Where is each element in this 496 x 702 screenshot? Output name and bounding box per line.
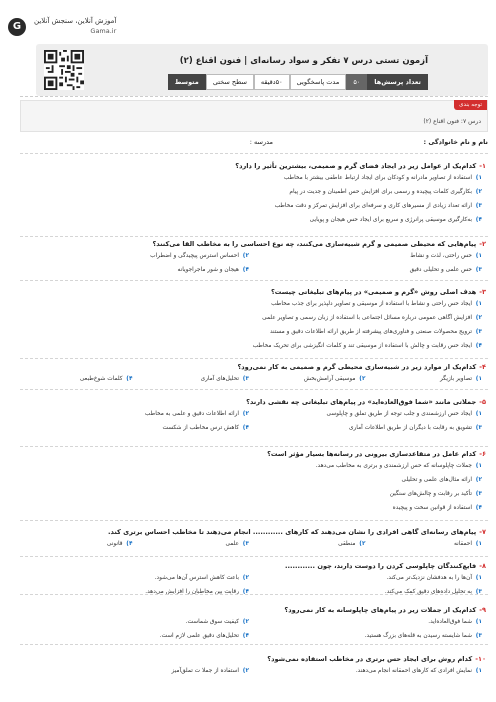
stat-1: ۵۰ [346,74,367,90]
option-text: باعث کاهش استرس آن‌ها می‌شود. [154,575,239,581]
option-text: ارائه مثال‌های علمی و تحلیلی [401,477,472,483]
gama-logo-icon: G [8,18,26,36]
option-text: استفاده از قوانین سخت و پیچیده [392,505,472,511]
option-text: ارائه اطلاعات دقیق و علمی به مخاطب [144,411,239,417]
option-text: تشویق به رقابت با دیگران از طریق اطلاعات آماری [348,425,472,431]
question-text [108,528,486,536]
option-text: قانونی [106,541,123,547]
option-text: حس علمی و تحلیلی دقیق [409,267,472,273]
option-2[interactable] [150,253,249,259]
option-number: ۱) [475,253,482,259]
option-number: ۲) [242,411,249,417]
stat-2: مدت پاسخگویی [290,74,347,90]
option-number: ۱) [475,175,482,181]
option-1[interactable] [428,619,482,625]
option-text: جملات چاپلوسانه که حس ارزشمندی و برتری به مخاطب می‌دهد. [315,463,472,469]
option-1[interactable] [387,575,482,581]
stat-3: ۵۰دقیقه [254,74,290,90]
question-number: ۳- [479,288,486,296]
stats-bar [168,74,428,88]
question-label: فایع‌کنندگان چاپلوسی کردن را دوست دارند، چون ............ [284,562,477,570]
brand-name: آموزش آنلاین، سنجش آنلاین [34,17,117,25]
option-text: احساس استرس پیچیدگی و اضطراب [150,253,239,259]
question-number: ۶- [479,450,486,458]
option-number: ۳) [242,541,249,547]
header [8,8,488,94]
option-number: ۴) [475,217,482,223]
option-3[interactable] [201,376,249,382]
option-text: افزایش آگاهی عمومی درباره مسائل اجتماعی با استفاده از زبان رسمی و تصاویر علمی [262,315,472,321]
separator [20,389,488,390]
option-2[interactable] [145,411,249,417]
option-3[interactable] [390,491,482,497]
option-text: ایجاد حس رقابت و چالش با استفاده از موسیقی تند و کلمات انگیزشی برای تحریک مخاطب [252,343,472,349]
option-text: هیجان و شور ماجراجویانه [177,267,239,273]
option-number: ۱) [475,411,482,417]
question-label: کدام‌یک از عوامل زیر در ایجاد فضای گرم و صمیمی، بیشترین تأثیر را دارد؟ [235,162,477,170]
option-2[interactable] [186,619,249,625]
option-number: ۱) [475,301,482,307]
option-number: ۱) [475,541,482,547]
stat-5: متوسط [168,74,206,90]
separator [20,520,488,521]
divider [20,96,488,97]
question-label: هدف اصلی روش «گرم و صمیمی» در پیام‌های تبلیغاتی چیست؟ [270,288,477,296]
option-1[interactable] [454,541,482,547]
option-text: آن‌ها را به هدفشان نزدیک‌تر می‌کند. [386,575,472,581]
option-number: ۳) [475,203,482,209]
option-text: ایجاد حس ارزشمندی و جلب توجه از طریق تملق و چاپلوسی [326,411,472,417]
option-2[interactable] [338,541,365,547]
option-1[interactable] [316,463,482,469]
separator [20,280,488,281]
option-4[interactable] [310,217,482,223]
option-4[interactable] [253,343,482,349]
option-number: ۴) [242,589,249,595]
option-text: کاهش ترس مخاطب از شکست [162,425,239,431]
option-1[interactable] [326,411,482,417]
question-2 [20,240,486,278]
option-text: ترویج محصولات صنعتی و فناوری‌های پیشرفته از طریق ارائه اطلاعات دقیق و مستند [269,329,472,335]
option-number: ۲) [242,619,249,625]
option-text: بکارگیری کلمات پیچیده و رسمی برای افزایش حس اطمینان و جدیت در پیام [289,189,472,195]
option-2[interactable] [262,315,482,321]
question-4 [20,363,486,387]
option-1[interactable] [284,175,482,181]
question-label: کدام عامل در متقاعدسازی بیرونی در رسانه‌ها بسیار مؤثر است؟ [267,450,477,458]
student-info-row [20,136,488,150]
option-text: موسیقی آرامش‌بخش [303,376,356,382]
option-2[interactable] [289,189,482,195]
option-text: استفاده از تصاویر مادرانه و کودکان برای ایجاد ارتباط عاطفی بیشتر با مخاطب [283,175,472,181]
option-text: کلمات شوخ‌طبعی [79,376,123,382]
option-number: ۲) [359,376,366,382]
option-number: ۴) [242,267,249,273]
option-text: تأکید بر رقابت و چالش‌های سنگین [389,491,472,497]
question-label: کدام‌یک از موارد زیر در شبیه‌سازی محیطی گرم و صمیمی به کار نمی‌رود؟ [237,363,477,371]
question-1 [20,162,486,234]
school-label: مدرسه : [249,138,273,146]
notice-tag: توجه بندی [454,100,487,110]
option-3[interactable] [275,203,482,209]
question-text [271,288,486,296]
option-text: ایجاد حس راحتی و نشاط با استفاده از موسیقی و تصاویر دلپذیر برای جذب مخاطب [271,301,472,307]
brand-site: Gama.ir [90,27,117,35]
option-number: ۳) [475,589,482,595]
question-text [285,562,486,570]
option-text: به‌کارگیری موسیقی پرانرژی و سریع برای ایجاد حس هیجان و پویایی [309,217,472,223]
page-title: آزمون تستی درس ۷ تفکر و سواد رسانه‌ای | فنون اقناع (۲) [179,56,428,66]
option-text: به تحلیل داده‌های دقیق کمک می‌کند. [384,589,472,595]
option-4[interactable] [80,376,133,382]
question-number: ۷- [479,528,486,536]
option-text: رقابت بین مخاطبان را افزایش می‌دهد. [145,589,239,595]
option-number: ۲) [242,668,249,674]
option-4[interactable] [393,505,482,511]
option-3[interactable] [349,425,482,431]
option-number: ۴) [242,425,249,431]
option-text: علمی [225,541,239,547]
question-10 [20,655,486,700]
question-text [267,655,486,663]
option-2[interactable] [402,477,482,483]
option-2[interactable] [155,575,249,581]
option-number: ۲) [475,189,482,195]
option-4[interactable] [163,425,249,431]
option-4[interactable] [107,541,133,547]
option-text: تحلیل‌های آماری [200,376,239,382]
separator [20,556,488,557]
option-number: ۴) [126,376,133,382]
option-text: شما فوق‌العاده‌اید. [428,619,472,625]
question-3 [20,288,486,356]
question-text [152,240,486,248]
option-number: ۴) [126,541,133,547]
option-1[interactable] [440,376,482,382]
option-2[interactable] [304,376,366,382]
question-text [267,450,486,458]
question-number: ۸- [479,562,486,570]
separator [20,236,488,237]
option-number: ۳) [475,633,482,639]
separator [20,358,488,359]
option-text: منطقی [338,541,356,547]
option-number: ۳) [475,329,482,335]
option-text: تحلیل‌های دقیق علمی لازم است. [159,633,239,639]
option-number: ۲) [359,541,366,547]
option-text: تصاویر بازیگر [439,376,472,382]
option-text: کیفیت سوق شماست. [185,619,239,625]
question-number: ۴- [479,363,486,371]
question-label: جملاتی مانند «شما فوق‌العاده‌اید» در پیام‌های تبلیغاتی چه نقشی دارند؟ [246,398,477,406]
option-3[interactable] [410,267,482,273]
separator [20,153,488,154]
stat-0: تعداد پرسش‌ها [367,74,428,90]
option-number: ۱) [475,668,482,674]
question-label: پیام‌هایی که محیطی صمیمی و گرم شبیه‌سازی می‌کنند، چه نوع احساسی را به مخاطب القا می‌کنند؟ [152,240,477,248]
option-number: ۳) [475,425,482,431]
question-label: کدام روش برای ایجاد حس برتری در مخاطب استفاده نمی‌شود؟ [267,655,473,663]
option-1[interactable] [356,668,482,674]
option-number: ۴) [242,633,249,639]
question-number: ۱۰- [475,655,486,663]
option-number: ۱) [475,463,482,469]
option-text: استفاده از جملا ت تملق‌آمیز [171,668,239,674]
option-text: حس راحتی، لذت و نشاط [410,253,472,259]
option-number: ۲) [242,575,249,581]
question-8 [20,562,486,595]
option-number: ۲) [475,315,482,321]
separator [20,644,488,645]
option-number: ۳) [475,267,482,273]
question-text [284,606,486,614]
option-4[interactable] [160,633,249,639]
option-text: احمقانه [454,541,472,547]
option-text: ارائه تعداد زیادی از مسیرهای کاری و سرفه‌ای برای افزایش تمرکز و دقت مخاطب [274,203,472,209]
option-number: ۴) [475,505,482,511]
option-text: نمایش افرادی که کارهای احمقانه انجام می‌دهند. [355,668,472,674]
question-number: ۱- [479,162,486,170]
question-number: ۵- [479,398,486,406]
option-number: ۱) [475,376,482,382]
separator [20,446,488,447]
option-number: ۳) [242,376,249,382]
option-1[interactable] [410,253,482,259]
question-5 [20,398,486,444]
question-text [237,363,486,371]
question-6 [20,450,486,518]
question-label: کدام‌یک از جملات زیر در پیام‌های چاپلوسانه به کار نمی‌رود؟ [284,606,477,614]
question-7 [20,528,486,554]
option-3[interactable] [270,329,482,335]
name-label: نام و نام خانوادگی : [423,138,488,146]
question-number: ۲- [479,240,486,248]
option-number: ۱) [475,575,482,581]
question-label: پیام‌های رسانه‌ای گاهی افرادی را نشان می‌دهند که کارهای ............ انجام می‌دهند تا مخاطب احساس برتری کند. [108,528,477,536]
option-number: ۴) [475,343,482,349]
notice-box [20,100,488,132]
question-number: ۹- [479,606,486,614]
option-4[interactable] [178,267,250,273]
separator [20,594,488,595]
option-2[interactable] [171,668,249,674]
option-number: ۱) [475,619,482,625]
notice-text: درس ۷: فنون اقناع (۲) [423,118,481,125]
option-3[interactable] [365,633,482,639]
question-text [246,398,486,406]
option-1[interactable] [271,301,482,307]
stat-4: سطح سختی [206,74,254,90]
option-number: ۲) [475,477,482,483]
qr-code-icon [44,50,84,90]
question-text [235,162,486,170]
option-number: ۲) [242,253,249,259]
title-box [36,44,488,96]
option-text: شما شایسته رسیدن به قله‌های بزرگ هستید. [364,633,472,639]
option-number: ۳) [475,491,482,497]
question-9 [20,606,486,642]
brand [34,16,116,36]
option-3[interactable] [225,541,249,547]
